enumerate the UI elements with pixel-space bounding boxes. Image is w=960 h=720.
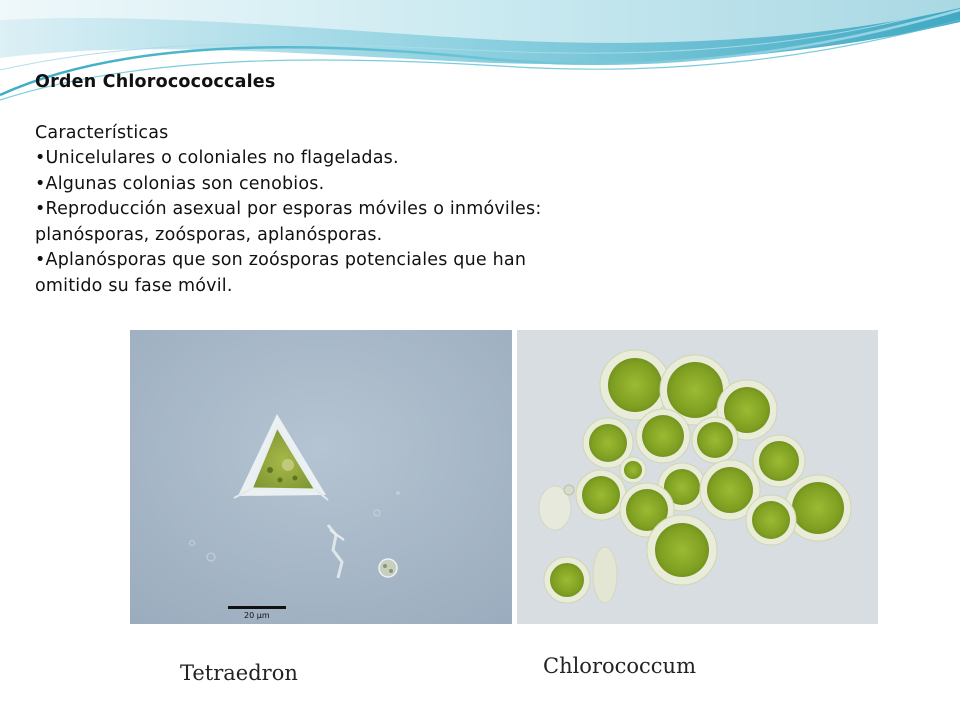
characteristics-heading: Características — [35, 122, 169, 143]
bullet-line: •Aplanósporas que son zoósporas potenciales que han — [35, 250, 527, 270]
caption-tetraedron: Tetraedron — [180, 661, 298, 685]
bullet-line-continuation: omitido su fase móvil. — [35, 275, 233, 296]
slide-text — [35, 70, 695, 299]
tetraedron-micrograph — [130, 330, 512, 624]
bullet-line-continuation: planósporas, zoósporas, aplanósporas. — [35, 224, 383, 245]
bullet-line: •Algunas colonias son cenobios. — [35, 173, 325, 194]
slide-title: Orden Chlorocococcales — [35, 72, 276, 92]
bullet-line: •Reproducción asexual por esporas móviles o inmóviles: — [35, 199, 542, 219]
scale-bar-label: 20 µm — [244, 611, 270, 620]
caption-chlorococcum: Chlorococcum — [543, 654, 696, 678]
bullet-line: •Unicelulares o coloniales no flageladas. — [35, 148, 399, 168]
chlorococcum-micrograph — [517, 330, 878, 624]
